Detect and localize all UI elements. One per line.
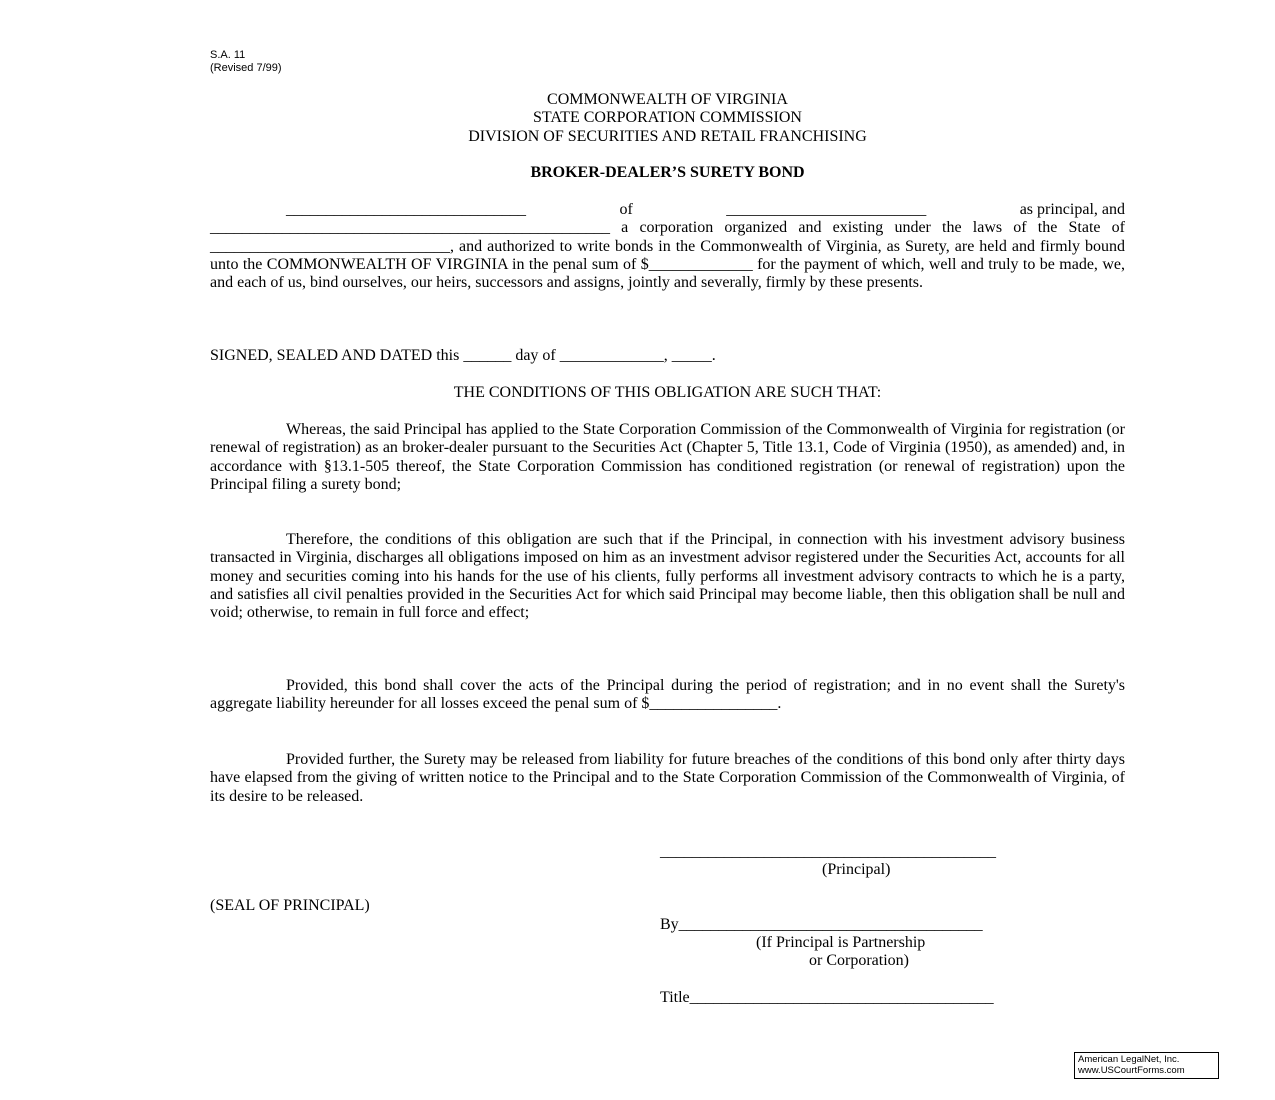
principal-name-blank: ______________________________ [286, 201, 526, 218]
of-word: of [619, 201, 633, 218]
principal-label: (Principal) [822, 861, 891, 878]
document-header [210, 91, 1125, 146]
whereas-paragraph: Whereas, the said Principal has applied to the State Corporation Commission of the Commonwealth of Virginia for registration (or renewal of registration) as an broker-dealer pursuant to the Securities Act (Chapter 5, Title 13.1, Code of Virginia (1950), as amended) and, in accordance with §13.1-505 thereof, the State Corporation Commission has conditioned registration (or renewal of registration) upon the Principal filing a surety bond; [210, 421, 1125, 493]
as-principal-text: as principal, and [1019, 201, 1125, 218]
therefore-paragraph: Therefore, the conditions of this obligation are such that if the Principal, in connection with his investment advisory business transacted in Virginia, discharges all obligations imposed on him as an investment advisor registered under the Securities Act, accounts for all money and securities coming into his hands for the use of his clients, fully performs all investment advisory contracts to which he is a party, and satisfies all civil penalties provided in the Securities Act for which said Principal may become liable, then this obligation shall be null and void; otherwise, to remain in full force and effect; [210, 531, 1125, 622]
form-number: S.A. 11 [210, 49, 246, 61]
title-signature-line: Title______________________________________ [660, 989, 994, 1006]
signed-sealed-line: SIGNED, SEALED AND DATED this ______ day of _____________, _____. [210, 347, 716, 364]
form-identifier [210, 49, 282, 75]
principal-address-blank: _________________________ [726, 201, 927, 218]
provided-further-paragraph: Provided further, the Surety may be released from liability for future breaches of the conditions of this bond only after thirty days have elapsed from the giving of written notice to the Principal and to the State Corporation Commission of the Commonwealth of Virginia, of its desire to be released. [210, 751, 1125, 805]
form-revision: (Revised 7/99) [210, 62, 282, 74]
publisher-website: www.USCourtForms.com [1078, 1065, 1185, 1076]
publisher-badge [1074, 1052, 1219, 1079]
seal-of-principal: (SEAL OF PRINCIPAL) [210, 897, 370, 914]
corporation-note: or Corporation) [809, 952, 909, 969]
intro-first-line [210, 201, 1125, 219]
conditions-heading: THE CONDITIONS OF THIS OBLIGATION ARE SUCH THAT: [453, 384, 882, 401]
document-title: BROKER-DEALER’S SURETY BOND [530, 164, 805, 181]
header-commission: STATE CORPORATION COMMISSION [533, 109, 802, 127]
principal-signature-line: __________________________________________ [660, 843, 996, 860]
partnership-note: (If Principal is Partnership [756, 934, 926, 951]
by-signature-line: By______________________________________ [660, 916, 983, 933]
header-commonwealth: COMMONWEALTH OF VIRGINIA [547, 91, 788, 108]
header-division: DIVISION OF SECURITIES AND RETAIL FRANCHISING [468, 127, 867, 145]
provided-paragraph: Provided, this bond shall cover the acts of the Principal during the period of registration; and in no event shall the Surety's aggregate liability hereunder for all losses exceed the penal sum of $________________. [210, 677, 1125, 713]
intro-paragraph [210, 201, 1125, 292]
publisher-name: American LegalNet, Inc. [1078, 1054, 1180, 1065]
intro-body: __________________________________________________ a corporation organized and existing under the laws of the State of ______________________________, and authorized to write bonds in the Commonwealth of Virginia, as Surety, are held and firmly bound unto the COMMONWEALTH OF VIRGINIA in the penal sum of $_____________ for the payment of which, well and truly to be made, we, and each of us, bind ourselves, our heirs, successors and assigns, jointly and severally, firmly by these presents. [210, 219, 1125, 292]
